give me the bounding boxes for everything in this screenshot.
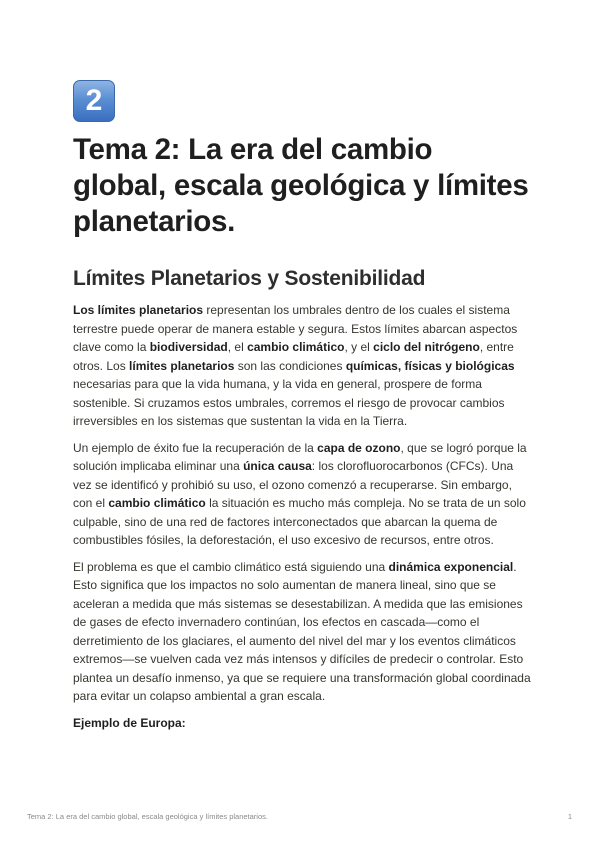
bold-term: límites planetarios bbox=[129, 358, 235, 373]
text-run: son las condiciones bbox=[234, 358, 346, 373]
text-run: la situación es mucho más compleja. No se trata de un solo culpable, sino de una red de factores interconectados que abarcan la quema de combustibles fósiles, la deforestación, el uso excesivo de recursos, entre otros. bbox=[73, 496, 526, 547]
keycap-two-icon bbox=[73, 80, 115, 122]
text-run: representan los umbrales dentro de los cuales el sistema terrestre puede operar de manera estable y segura. Estos límites abarcan aspectos clave como la bbox=[73, 303, 518, 354]
footer-page-number: 1 bbox=[567, 812, 572, 821]
paragraph-planetary-boundaries bbox=[73, 301, 533, 431]
bold-term: cambio climático bbox=[247, 340, 345, 354]
bold-term: capa de ozono bbox=[317, 440, 401, 455]
bold-term: única causa bbox=[243, 459, 312, 473]
text-run: , entre otros. Los bbox=[73, 340, 514, 373]
section-heading: Límites Planetarios y Sostenibilidad bbox=[73, 267, 426, 290]
text-run: . Esto significa que los impactos no solo aumentan de manera lineal, sino que se aceleran a medida que más sistemas se desestabilizan. A medida que las emisiones de gases de efecto invernadero continúan, los efectos en cascada—como el derretimiento de los glaciares, el aumento del nivel del mar y los eventos climáticos extremos—se vuelven cada vez más intensos y difíciles de predecir o controlar. Esto plantea un desafío inmenso, ya que se requiere una transformación global coordinada para evitar un colapso ambiental a gran escala. bbox=[73, 559, 531, 703]
paragraph-europe-example bbox=[73, 714, 533, 733]
text-run: , que se logró porque la solución implicaba eliminar una bbox=[73, 440, 527, 473]
text-run: , y el bbox=[344, 340, 374, 354]
footer-document-title: Tema 2: La era del cambio global, escala geológica y límites planetarios. bbox=[27, 812, 268, 821]
bold-term: ciclo del nitrógeno bbox=[373, 340, 480, 354]
text-run: , el bbox=[227, 340, 248, 354]
bold-term: químicas, físicas y biológicas bbox=[345, 358, 515, 373]
bold-term: Ejemplo de Europa: bbox=[73, 715, 186, 730]
page-content bbox=[73, 80, 533, 740]
paragraph-exponential-dynamics bbox=[73, 558, 533, 706]
bold-term: biodiversidad bbox=[149, 340, 228, 354]
text-run: El problema es que el cambio climático está siguiendo una bbox=[73, 559, 389, 574]
text-run: Un ejemplo de éxito fue la recuperación de la bbox=[73, 440, 318, 455]
page-title: Tema 2: La era del cambio global, escala geológica y límites planetarios. bbox=[73, 133, 529, 238]
text-run: : los clorofluorocarbonos (CFCs). Una vez se identificó y prohibió su uso, el ozono comenzó a recuperarse. Sin embargo, con el bbox=[73, 459, 514, 510]
bold-term: dinámica exponencial bbox=[388, 559, 514, 574]
bold-term: cambio climático bbox=[108, 496, 206, 510]
text-run: necesarias para que la vida humana, y la vida en general, prospere de forma sostenible. Si cruzamos estos umbrales, corremos el riesgo de provocar cambios irreversibles en los sistemas que sustentan la vida en la Tierra. bbox=[73, 377, 505, 428]
paragraph-ozone-example bbox=[73, 439, 533, 550]
keycap-digit: 2 bbox=[85, 84, 103, 117]
bold-term: Los límites planetarios bbox=[73, 303, 204, 317]
